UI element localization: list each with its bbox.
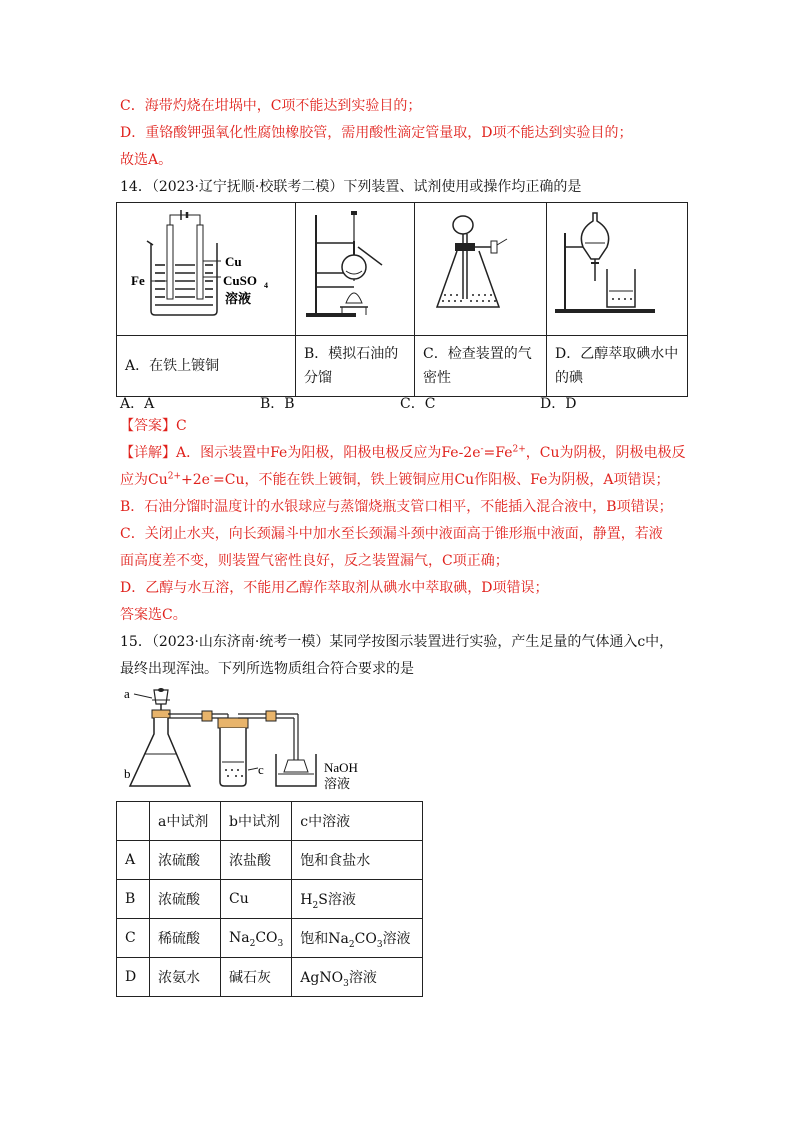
option-b: B．B: [260, 396, 295, 412]
table-row: [117, 919, 423, 958]
label-b: b: [124, 766, 131, 781]
cell-b: 浓盐酸: [221, 841, 292, 880]
distillation-diagram: [296, 203, 414, 331]
header-cell: b中试剂: [221, 802, 292, 841]
header-cell: a中试剂: [150, 802, 221, 841]
cell-c: AgNO$_3$溶液: [292, 958, 423, 997]
q14-detail-c2: 面高度差不变，则装置气密性良好，反之装置漏气，C项正确；: [120, 553, 509, 569]
table-row: [117, 841, 423, 880]
option-a: A．A: [120, 396, 155, 412]
cell-c: 饱和食盐水: [292, 841, 423, 880]
figure-c-caption: C．检查装置的气密性: [415, 336, 547, 397]
label-naoh-solution: 溶液: [324, 777, 351, 792]
cell-a: 浓氨水: [150, 958, 221, 997]
q14-detail-a2: 应为$Cu^{2+}+2e^-=Cu$，不能在铁上镀铜，铁上镀铜应用Cu作阳极、Fe为阴极，A项错误；: [120, 471, 670, 488]
label-cu: Cu: [225, 254, 242, 269]
label-naoh: NaOH: [324, 760, 358, 775]
header-cell: c中溶液: [292, 802, 423, 841]
label-cuso4: CuSO: [223, 273, 257, 288]
table-header-row: [117, 802, 423, 841]
answer-line-c: C．海带灼烧在坩埚中，C项不能达到实验目的；: [120, 98, 422, 114]
q14-detail-b: B．石油分馏时温度计的水银球应与蒸馏烧瓶支管口相平，不能插入混合液中，B项错误；: [120, 499, 673, 515]
extraction-diagram: [547, 203, 687, 331]
option-c: C．C: [400, 396, 436, 412]
row-option: B: [117, 880, 150, 919]
electroplating-diagram: [117, 203, 295, 331]
table-row: [117, 958, 423, 997]
q14-detail-d: D．乙醇与水互溶，不能用乙醇作萃取剂从碘水中萃取碘，D项错误；: [120, 580, 549, 596]
label-c: c: [258, 762, 264, 777]
figure-a-caption: A．在铁上镀铜: [117, 336, 296, 397]
figure-b-caption: B．模拟石油的分馏: [296, 336, 415, 397]
q14-detail-c1: C．关闭止水夹，向长颈漏斗中加水至长颈漏斗颈中液面高于锥形瓶中液面，静置，若液: [120, 526, 663, 542]
label-cuso4-sub: 4: [264, 281, 268, 290]
q14-conclusion: 答案选C。: [120, 607, 187, 623]
row-option: A: [117, 841, 150, 880]
cell-a: 浓硫酸: [150, 880, 221, 919]
figure-d-caption: D．乙醇萃取碘水中的碘: [547, 336, 688, 397]
figure-c-cell: [415, 203, 547, 336]
figure-d-cell: [547, 203, 688, 336]
header-cell: [117, 802, 150, 841]
cell-c: 饱和$Na_2CO_3$溶液: [292, 919, 423, 958]
label-fe: Fe: [131, 273, 145, 288]
cell-c: $H_2S$溶液: [292, 880, 423, 919]
figure-b-cell: [296, 203, 415, 336]
cell-b: $Na_2CO_3$: [221, 919, 292, 958]
option-d: D．D: [540, 396, 577, 412]
answer-conclusion: 故选A。: [120, 152, 173, 168]
q14-answer: 【答案】C: [120, 418, 187, 434]
figure-a-cell: [117, 203, 296, 336]
q14-stem: 14．（2023·辽宁抚顺·校联考二模）下列装置、试剂使用或操作均正确的是: [120, 179, 582, 195]
q14-detail-a1: 【详解】A．图示装置中Fe为阳极，阳极电极反应为$Fe-2e^-=Fe^{2+}$，Cu为阴极，阴极电极反: [120, 444, 686, 461]
cell-b: Cu: [221, 880, 292, 919]
label-solution: 溶液: [225, 292, 252, 307]
q15-stem-line1: 15．（2023·山东济南·统考一模）某同学按图示装置进行实验，产生足量的气体通入c中，: [120, 634, 674, 650]
answer-line-d: D．重铬酸钾强氧化性腐蚀橡胶管，需用酸性滴定管量取，D项不能达到实验目的；: [120, 125, 633, 141]
q15-stem-line2: 最终出现浑浊。下列所选物质组合符合要求的是: [120, 661, 414, 677]
detail-tag: 【详解】: [120, 445, 176, 461]
cell-b: 碱石灰: [221, 958, 292, 997]
row-option: D: [117, 958, 150, 997]
cell-a: 稀硫酸: [150, 919, 221, 958]
row-option: C: [117, 919, 150, 958]
label-a: a: [124, 686, 130, 701]
q15-reagent-table: [116, 801, 423, 997]
airtightness-diagram: [415, 203, 546, 331]
cell-a: 浓硫酸: [150, 841, 221, 880]
gas-apparatus-diagram: [118, 682, 378, 794]
table-row: [117, 880, 423, 919]
q14-figure-table: [116, 202, 688, 397]
